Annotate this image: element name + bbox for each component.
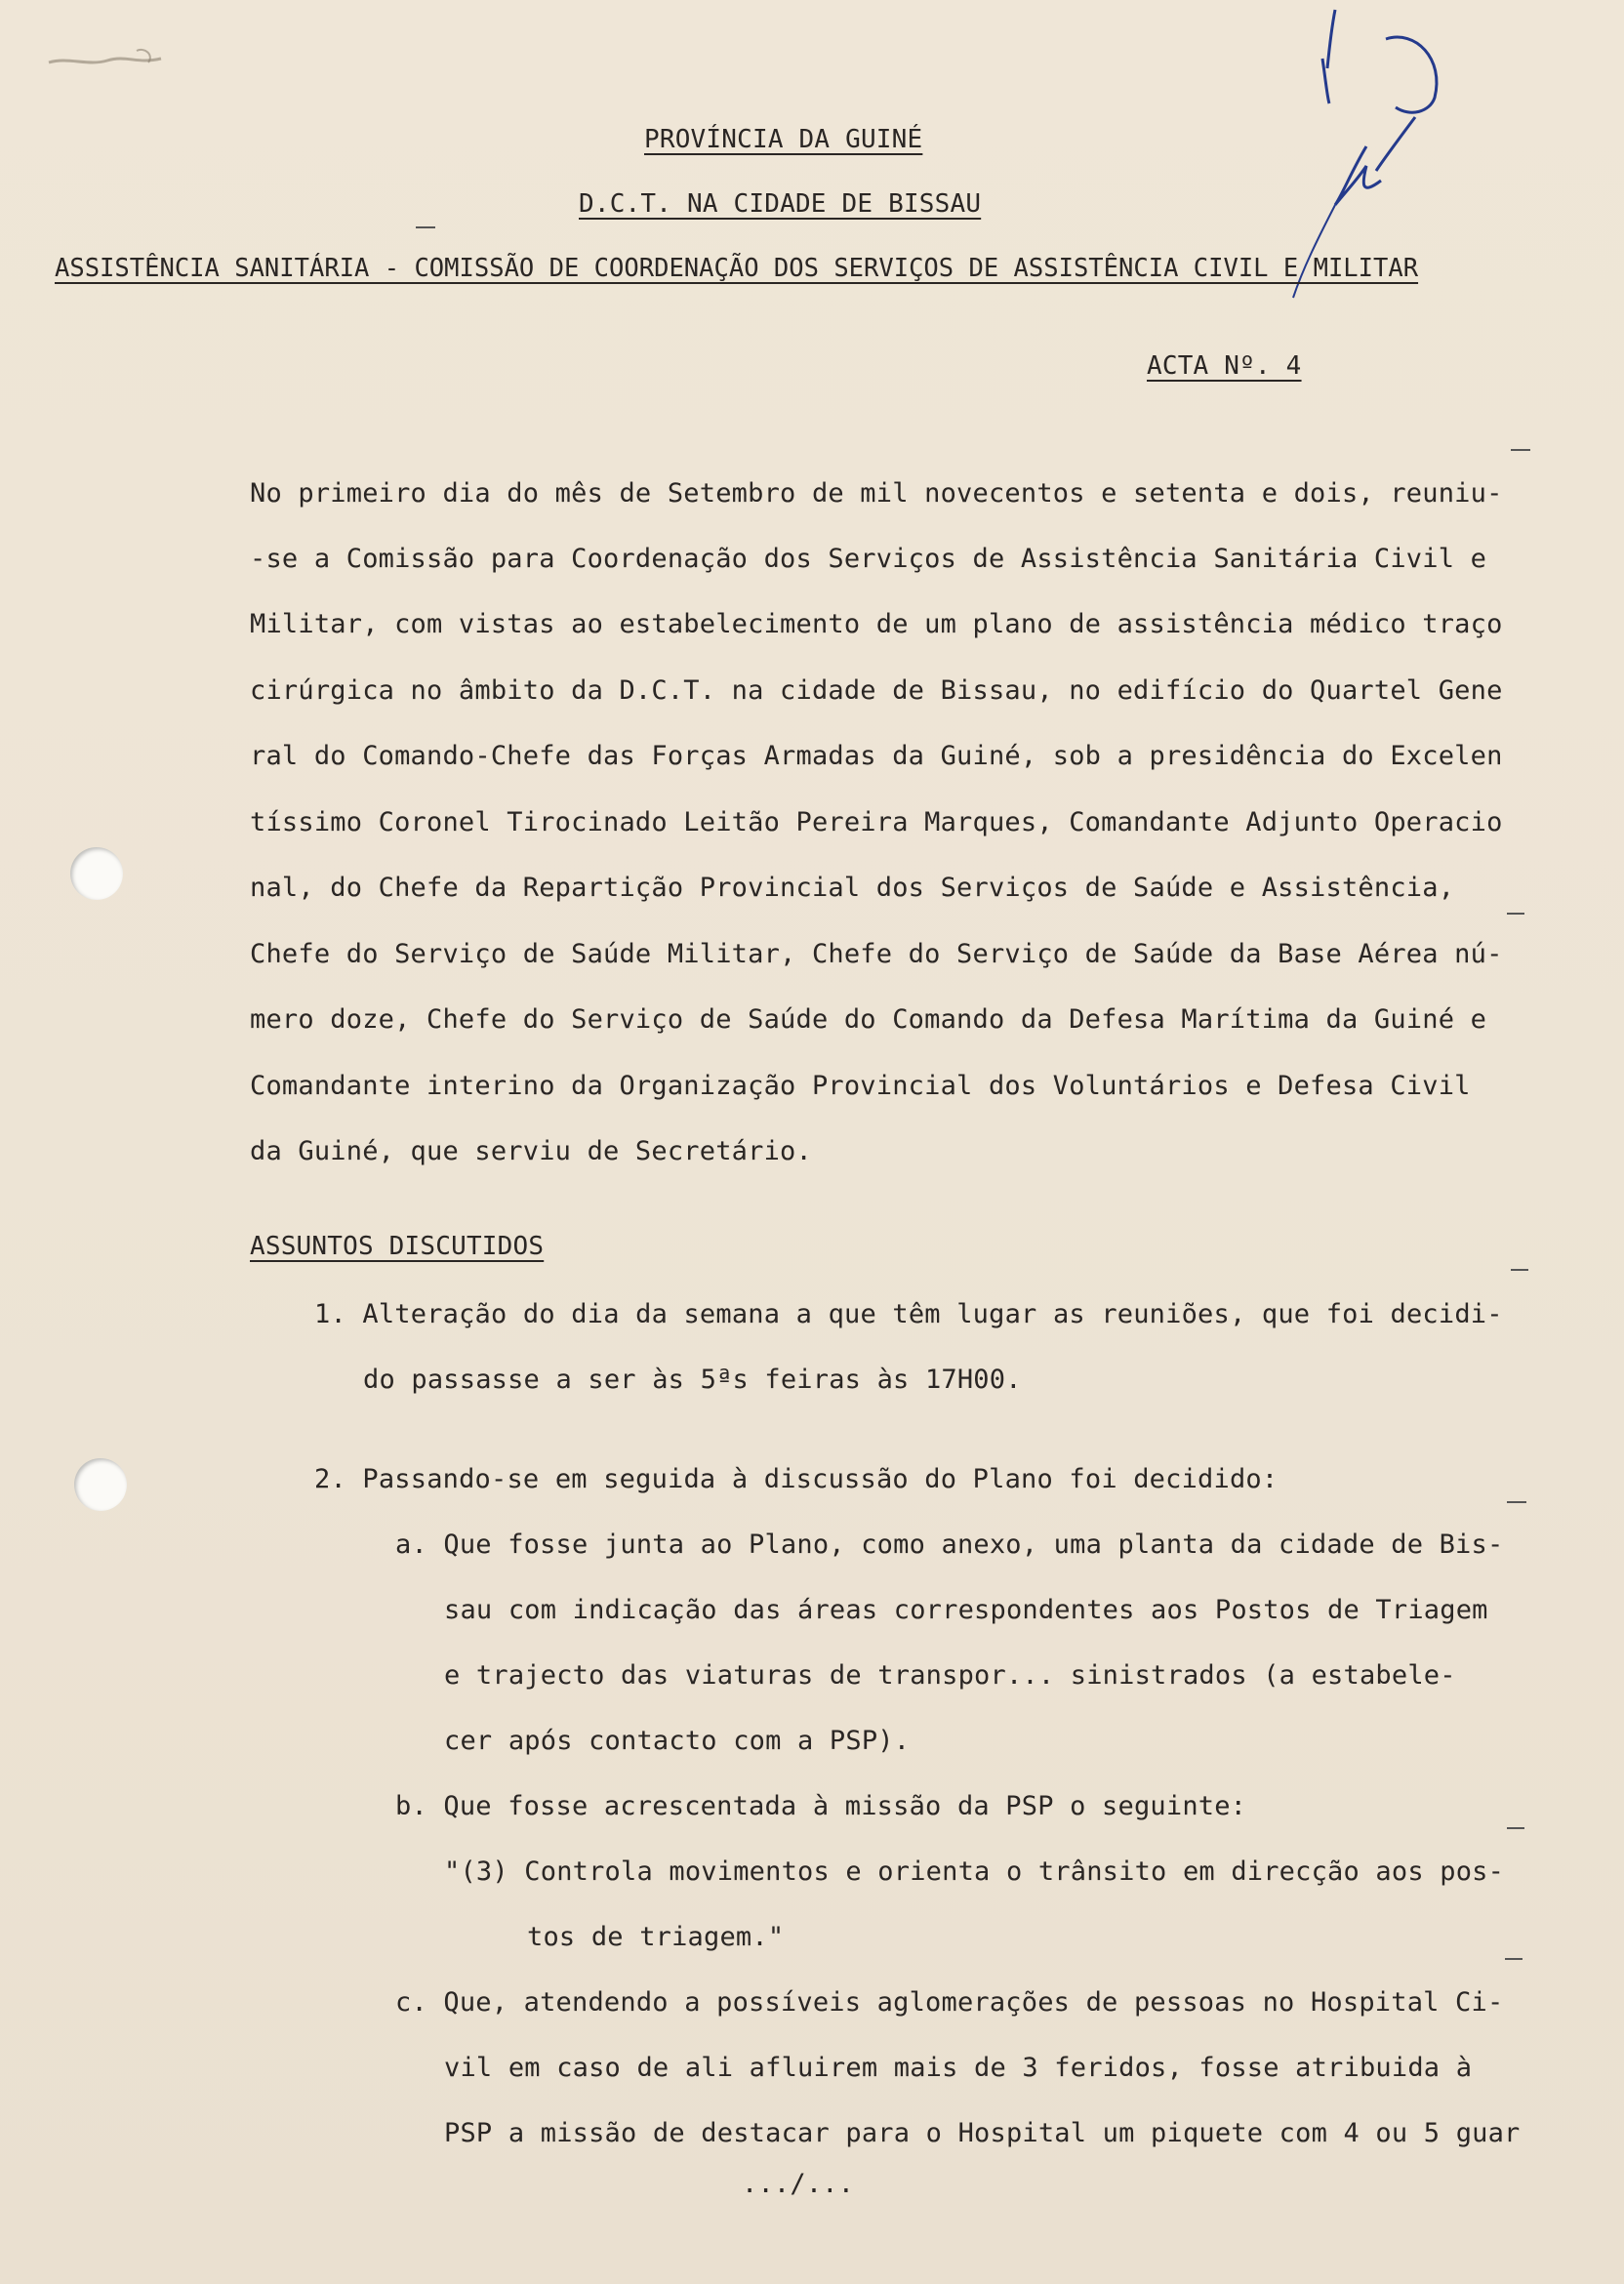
stamp-smudge-icon xyxy=(39,37,176,76)
intro-line: ral do Comando-Chefe das Forças Armadas da Guiné, sob a presidência do Excelen xyxy=(250,741,1503,771)
item-1-line: 1. Alteração do dia da semana a que têm lugar as reuniões, que foi decidi- xyxy=(314,1299,1503,1329)
item-2a-line: a. Que fosse junta ao Plano, como anexo, uma planta da cidade de Bis- xyxy=(395,1529,1504,1560)
margin-dash xyxy=(1507,913,1524,915)
dct-heading: D.C.T. NA CIDADE DE BISSAU xyxy=(579,189,982,219)
margin-dash xyxy=(1511,1269,1528,1271)
intro-line: da Guiné, que serviu de Secretário. xyxy=(250,1136,812,1166)
margin-dash xyxy=(1511,449,1530,451)
item-2c-line: PSP a missão de destacar para o Hospital um piquete com 4 ou 5 guar xyxy=(444,2118,1521,2148)
intro-line: Comandante interino da Organização Provincial dos Voluntários e Defesa Civil xyxy=(250,1071,1471,1101)
intro-line: mero doze, Chefe do Serviço de Saúde do Comando da Defesa Marítima da Guiné e xyxy=(250,1004,1487,1035)
margin-dash xyxy=(416,226,435,228)
page-continuation: .../... xyxy=(742,2169,855,2199)
item-2b-line: b. Que fosse acrescentada à missão da PSP o seguinte: xyxy=(395,1791,1247,1821)
margin-dash xyxy=(1505,1958,1522,1960)
item-2a-line: e trajecto das viaturas de transpor... sinistrados (a estabele- xyxy=(444,1660,1456,1691)
intro-line: Chefe do Serviço de Saúde Militar, Chefe do Serviço de Saúde da Base Aérea nú- xyxy=(250,939,1503,969)
province-heading: PROVÍNCIA DA GUINÉ xyxy=(644,125,923,154)
item-2a-line: cer após contacto com a PSP). xyxy=(444,1726,911,1756)
intro-line: -se a Comissão para Coordenação dos Serviços de Assistência Sanitária Civil e xyxy=(250,544,1487,574)
intro-line: tíssimo Coronel Tirocinado Leitão Pereira Marques, Comandante Adjunto Operacio xyxy=(250,807,1503,837)
intro-line: nal, do Chefe da Repartição Provincial dos Serviços de Saúde e Assistência, xyxy=(250,873,1455,903)
margin-dash xyxy=(1507,1501,1526,1503)
item-2a-line: sau com indicação das áreas correspondentes aos Postos de Triagem xyxy=(444,1595,1488,1625)
margin-dash xyxy=(1507,1827,1524,1829)
intro-line: Militar, com vistas ao estabelecimento de um plano de assistência médico traço xyxy=(250,609,1503,639)
intro-line: No primeiro dia do mês de Setembro de mil novecentos e setenta e dois, reuniu- xyxy=(250,478,1503,509)
commission-heading: ASSISTÊNCIA SANITÁRIA - COMISSÃO DE COORDENAÇÃO DOS SERVIÇOS DE ASSISTÊNCIA CIVIL E MILITAR xyxy=(55,254,1419,283)
item-2b-line: tos de triagem." xyxy=(527,1922,785,1952)
intro-line: cirúrgica no âmbito da D.C.T. na cidade de Bissau, no edifício do Quartel Gene xyxy=(250,675,1503,706)
item-2c-line: vil em caso de ali afluirem mais de 3 feridos, fosse atribuida à xyxy=(444,2053,1473,2083)
item-2b-line: "(3) Controla movimentos e orienta o trânsito em direcção aos pos- xyxy=(444,1856,1505,1887)
section-title: ASSUNTOS DISCUTIDOS xyxy=(250,1232,545,1261)
punch-hole xyxy=(70,847,123,900)
item-2c-line: c. Que, atendendo a possíveis aglomerações de pessoas no Hospital Ci- xyxy=(395,1987,1504,2018)
punch-hole xyxy=(74,1458,127,1511)
item-1-line: do passasse a ser às 5ªs feiras às 17H00. xyxy=(363,1365,1022,1395)
item-2-line: 2. Passando-se em seguida à discussão do Plano foi decidido: xyxy=(314,1464,1279,1494)
acta-number: ACTA Nº. 4 xyxy=(1147,351,1302,381)
